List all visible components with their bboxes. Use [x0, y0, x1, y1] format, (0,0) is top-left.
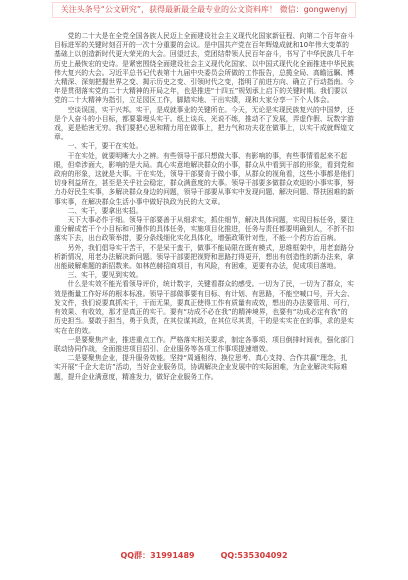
document-paragraph-4: 天下大事必作于细。领导干部要善于从细求实，抓住细节，解决具体问题，实现目标任务，要注重分解成若干个小目标和可操作的具体任务，实施项目化推进，任务与责任都要明确到人，不折不扣落实下去，出台政策举措，要分条线细化实化具体化，增强政策针对性，不能一个药方治百病。	[54, 216, 354, 243]
footer-qq-group	[120, 551, 194, 561]
document-paragraph-3: 干在实处，就要明晰大小之辨。有些领导干部只想做大事、有影响的事，有些事情看起来不起眼，但牵涉面大，影响的是大局。真心实意地解决群众的小事，群众从中看到干部的形象，看到党和政府的形象，这就是大事。干在实处，领导干部要肯于做小事，从群众的视角看，这些小事都是他们切身利益所在，甚至是关乎社会稳定，群众满意度的大事。领导干部要多做群众欢迎的小事实事，努力办好民生实事，多解决群众身边的问题，领导干部要从事实中发现问题、解决问题、帮扶困难的新事实事，在解决群众生活小事中做好执政为民的大文章。	[54, 151, 354, 206]
section-heading-3: 三、实干，要见到实效。	[67, 271, 143, 280]
document-paragraph-2: 空谈误国，实干兴邦。实干，是成就事业的关键所在。今天，无论是实现民族复兴的中国梦，还是个人奋斗的小目标，都要靠埋头实干。纸上谈兵、光说不练，推动不了发展，弄虚作假、玩数字游戏，更是贻害无穷。我们要把心思和精力用在做事上，把力气和功夫花在做事上，以实干成就辉煌文章。	[54, 105, 354, 142]
footer	[0, 548, 408, 564]
document-paragraph-5: 另外，我们倡导实干苦干，不是呆干蛮干，做事不能局限在既有模式，思维框架中，用老套路分析新情况，用老办法解决新问题。领导干部要把视野和思路打得更开，想出有创造性的新办法来，拿出能破解难题的新招数来。如林芭赫招商项目，有风险，有困难，更要有办法，促成项目落地。	[54, 243, 354, 271]
section-heading-1: 一、实干，要干在实处。	[67, 142, 143, 151]
top-banner	[0, 0, 408, 20]
footer-qq-group-text: QQ群：31991489	[120, 551, 195, 560]
document-paragraph-8: 二是要聚焦企业，提升服务效能。坚持“周通相待、换位思考、真心支持、合作共赢”理念，扎实开展“千企大走访”活动，当好企业服务员，协调解决企业发展中的实际困难，为企业解决实际难题，提升企业满意度，精准发力，做好企业服务工作。	[54, 354, 348, 381]
section-heading-2: 二、实干，要拿出实招。	[67, 206, 143, 215]
document-paragraph-1: 党的二十大是在全党全国各族人民迈上全面建设社会主义现代化国家新征程、向第二个百年奋斗目标进军的关键时刻召开的一次十分重要的会议。是中国共产党在百年辉煌成就和10年伟大变革的基础上以创造新时代更大荣光的大会。回望过去，党团结带领人民百年奋斗，书写了中华民族几千年历史上最恢宏的史诗。是紧密围绕全面建设社会主义现代化国家、以中国式现代化全面推进中华民族伟大复兴的大会。习近平总书记代表第十九届中央委员会所做的工作报告，总揽全局、高瞻远瞩、博大精深、深刻把握世界之变、揭示历史之变、引领时代之变，指明了前进方向、确立了行动指南。今年是贯彻落实党的二十大精神的开局之年，也是推进“十四五”规划承上启下的关键时期。我们要以党的二十大精神为指引，立足园区工作，脚踏实地、干出实绩，现和大家分享一下个人体会。	[54, 32, 354, 105]
document-content	[54, 32, 354, 544]
footer-qq-contact	[221, 551, 288, 561]
footer-qq-contact-text: QQ:535304092	[220, 551, 288, 560]
document-paragraph-6: 什么是实效不能光看领导评价，统计数字，关键看群众的感受。一切为了民，一切为了群众，实效是衡量工作好坏的根本标准。领导干部做事要有目标、有计划、有思路，不能空喊口号，开大会、发文件，我们说要真抓实干，干而无果，要真正使得工作有质量有成效，想出的办法要管用、可行，有效果、有收效，那才是真正的实干。要有“功成不必在我”的精神境界，也要有“功成必定有我”的历史担当。要敢于担当，勇于负责，在其位谋其政，在其位尽其责，干的是实实在在的事，求的是实实在在的效。	[54, 280, 354, 335]
document-paragraph-7: 一是要聚焦产业，推进重点工作。严格落实相关要求，制定各事项、项目倒排时间表，强化部门联动协同作战，全面推进项目招引、企业服务等各项工作事项提速增效。	[54, 335, 354, 353]
top-banner-text: 关注头条号“公文研究”，获得最新最全最专业的公文资料库！ 微信：gongwenyj	[52, 2, 356, 18]
